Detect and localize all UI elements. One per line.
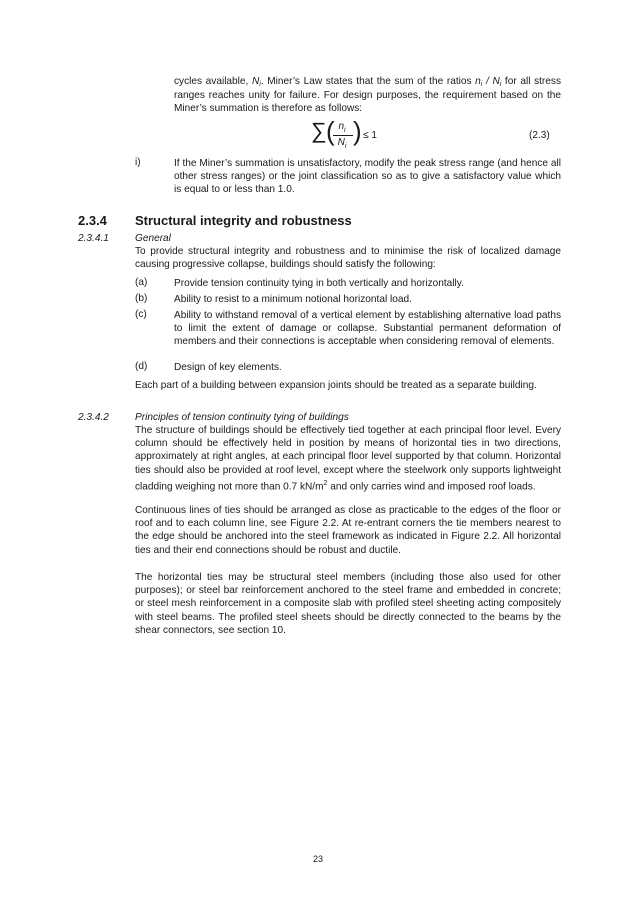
left-paren: ( [326, 116, 335, 146]
subsection-1-title: General [135, 233, 171, 244]
equation-number: (2.3) [529, 130, 550, 141]
section-title: Structural integrity and robustness [135, 213, 352, 228]
item-i-text: If the Miner’s summation is unsatisfactory, modify the peak stress range (and hence all other stress ranges) or the joint classification so as to give a satisfactory value which is equal to or less than 1.0. [174, 158, 561, 196]
leq-one: ≤ 1 [363, 130, 377, 141]
right-paren: ) [353, 116, 362, 146]
list-item-d-text: Design of key elements. [174, 362, 282, 373]
subsection-1-closing: Each part of a building between expansion joints should be treated as a separate building. [135, 380, 537, 391]
list-item-c-text: Ability to withstand removal of a vertical element by establishing alternative load paths to limit the extent of damage or collapse. Substantial permanent deformation of members and their connections is acceptable when considering removal of elements. [174, 310, 561, 348]
subsection-2-title: Principles of tension continuity tying of buildings [135, 412, 349, 423]
list-item-b-text: Ability to resist to a minimum notional horizontal load. [174, 294, 412, 305]
page-number: 23 [313, 854, 324, 864]
subsection-1-intro: To provide structural integrity and robustness and to minimise the risk of localized damage causing progressive collapse, buildings should satisfy the following: [135, 246, 561, 271]
list-item-d-label: (d) [135, 361, 148, 372]
fraction-denominator: $N_i$ [337, 137, 347, 150]
summation-symbol: ∑ [311, 118, 327, 143]
list-item-b-label: (b) [135, 293, 148, 304]
list-item-a-label: (a) [135, 277, 148, 288]
section-number: 2.3.4 [78, 213, 107, 228]
subsection-1-number: 2.3.4.1 [78, 233, 109, 244]
fraction-numerator: $n_i$ [338, 121, 346, 134]
intro-paragraph: cycles available, $N_i$. Miner’s Law states that the sum of the ratios $n_i / N_i$ for all stress ranges reaches unity for failure. For design purposes, the requirement based on the Miner’s summation is therefore as follows: [174, 76, 561, 115]
subsection-2-para-1: The structure of buildings should be effectively tied together at each principal floor level. Every column should be effectively held in position by means of horizontal ties in two directions, approximately at right angles, at each principal floor level supported by that column. Horizontal ties should also be provided at roof level, except where the steelwork only supports lightweight cladding weighing not more than 0.7 $kN/m^2$ and only carries wind and imposed roof loads. [135, 425, 561, 493]
subsection-2-para-2: Continuous lines of ties should be arranged as close as practicable to the edges of the floor or roof and to each column line, see Figure 2.2. At re-entrant corners the tie members nearest to the edge should be anchored into the steel framework as indicated in Figure 2.2. All horizontal ties and their end connections should be robust and ductile. [135, 505, 561, 556]
list-item-a-text: Provide tension continuity tying in both vertically and horizontally. [174, 278, 464, 289]
subsection-2-para-3: The horizontal ties may be structural steel members (including those also used for other purposes); or steel bar reinforcement anchored to the steel frame and embedded in concrete; or steel mesh reinforcement in a composite slab with profiled steel sheeting acting compositely with steel beams. The profiled steel sheets should be directly connected to the beams by the shear connectors, see section 10. [135, 572, 561, 636]
subsection-2-number: 2.3.4.2 [78, 412, 109, 423]
fraction-bar [333, 135, 353, 136]
list-item-c-label: (c) [135, 309, 147, 320]
item-i-label: i) [135, 157, 141, 168]
